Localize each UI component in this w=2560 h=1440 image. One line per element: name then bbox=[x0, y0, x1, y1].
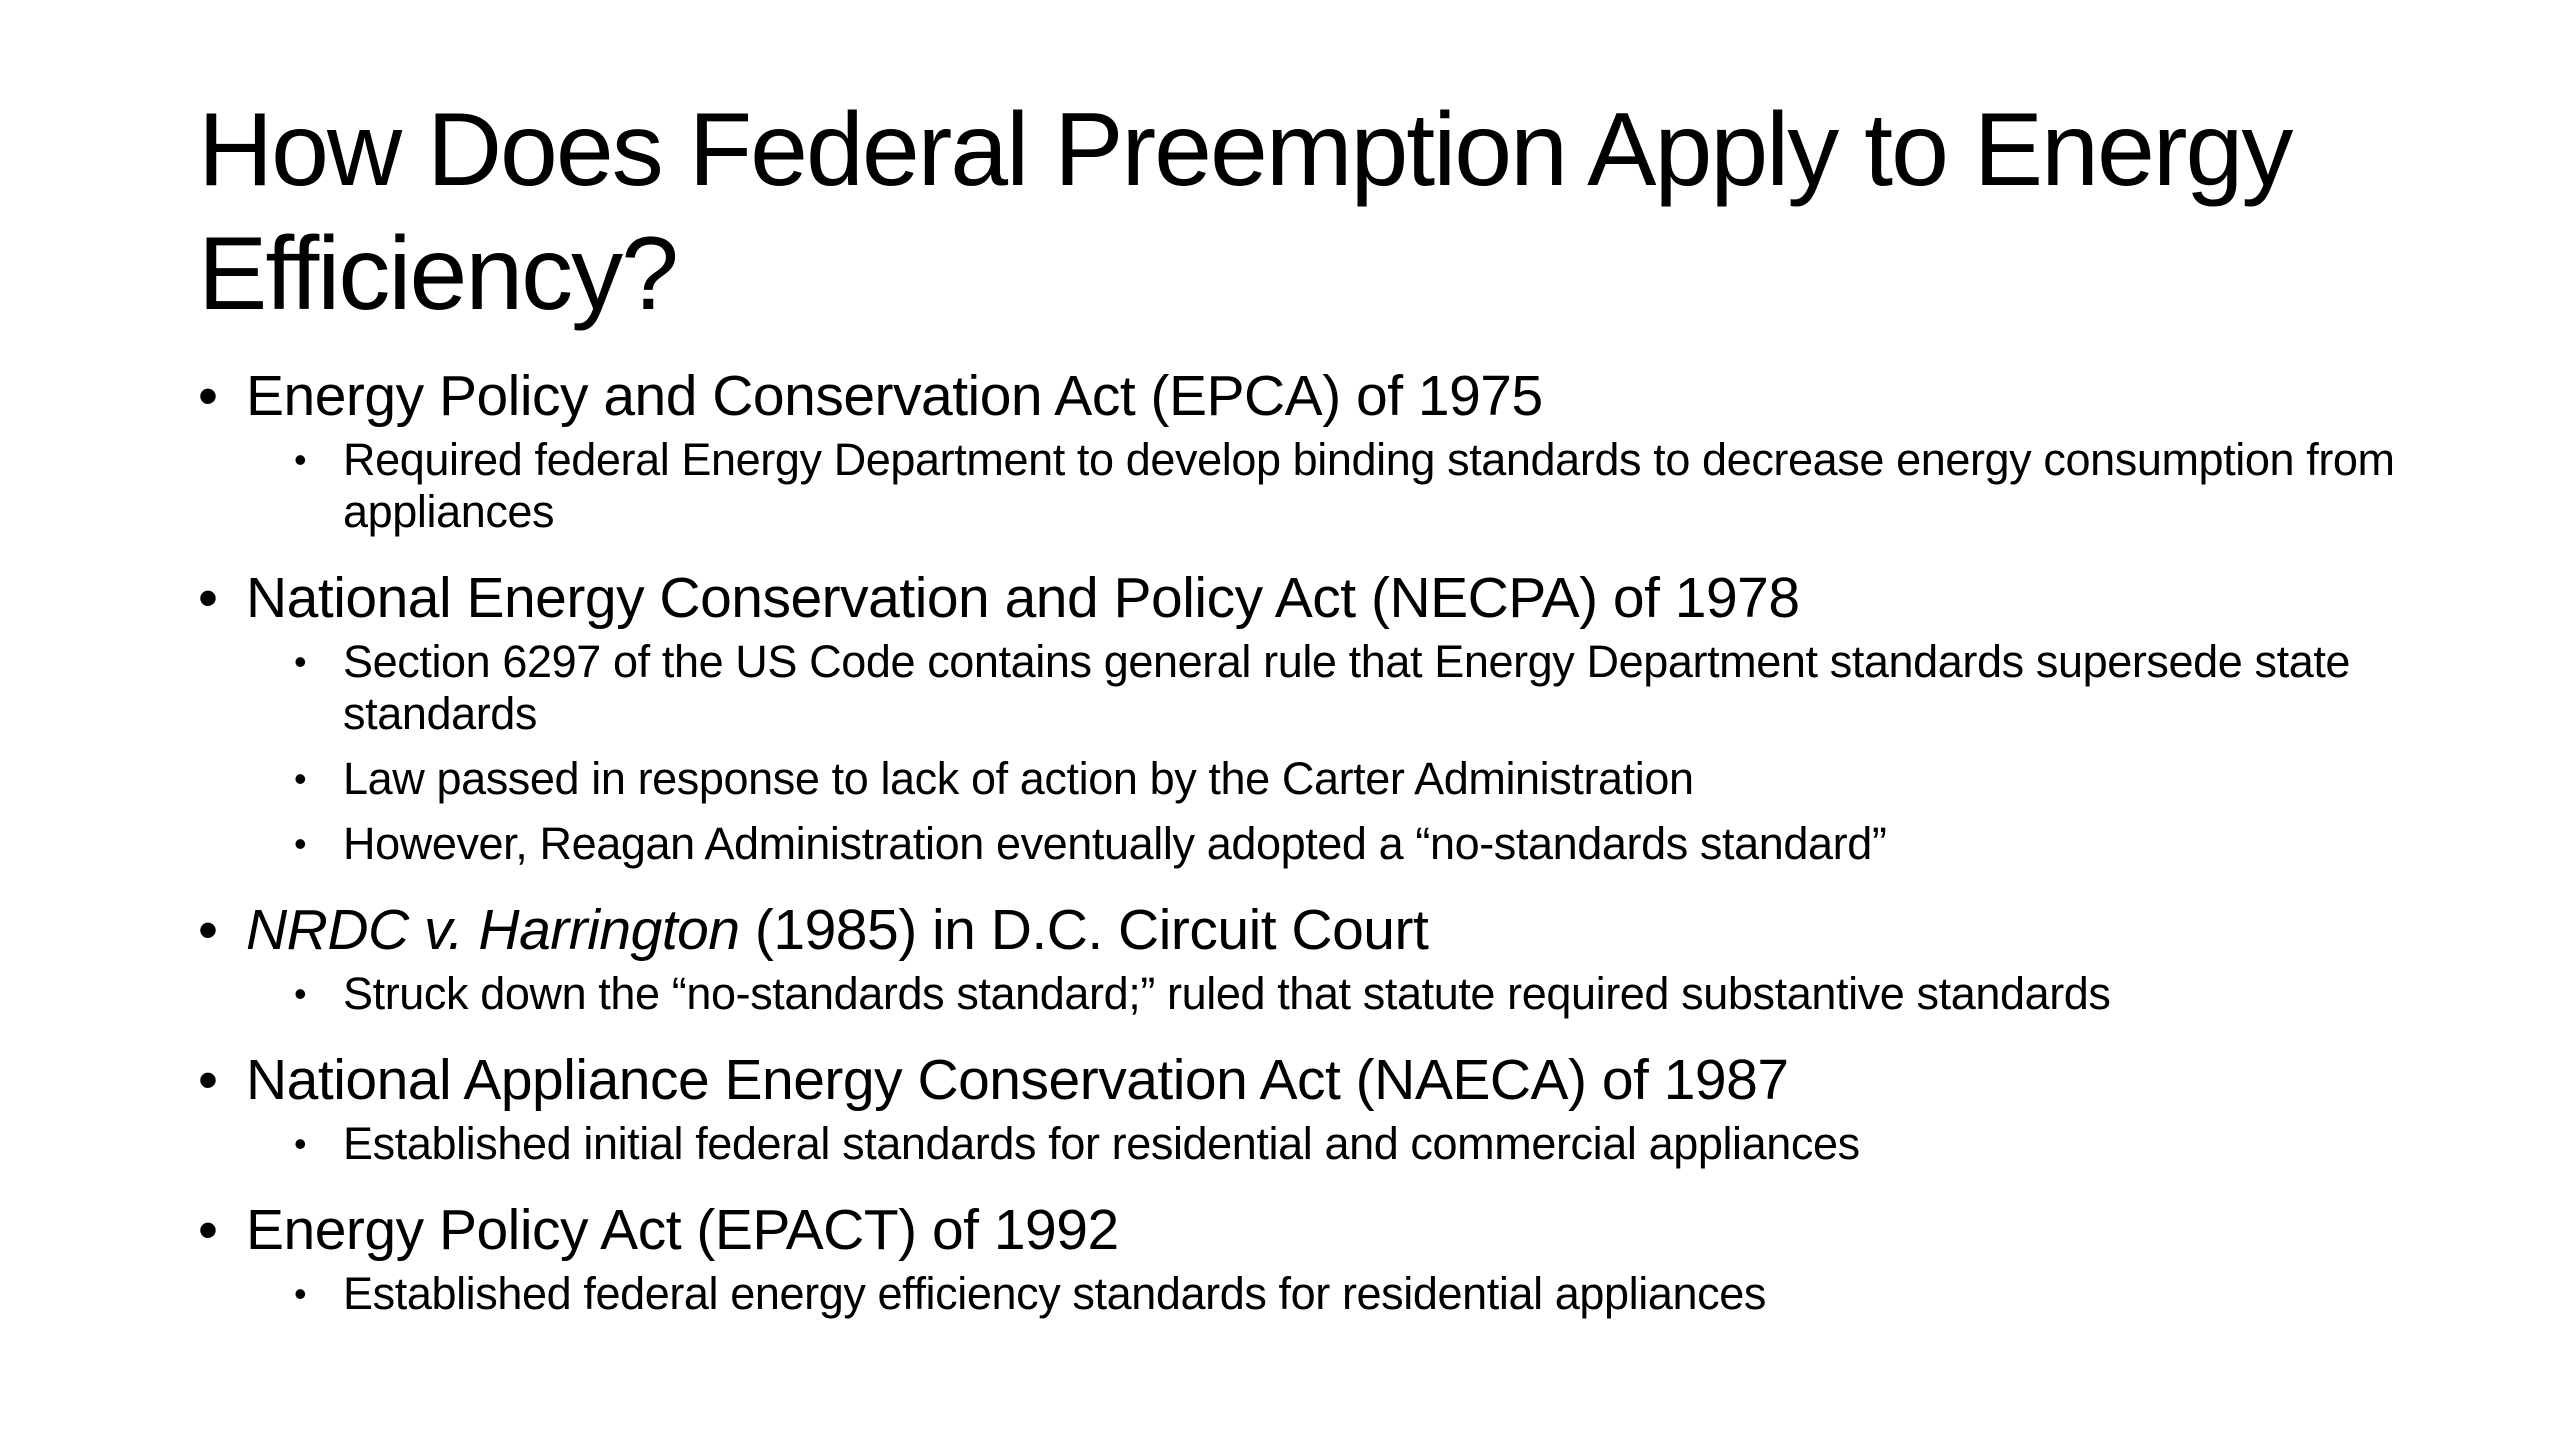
sub-bullet-text: Law passed in response to lack of action by the Carter Administration bbox=[343, 753, 1694, 804]
bullet-text: Energy Policy and Conservation Act (EPCA) of 1975 bbox=[246, 364, 1543, 428]
bullet-icon: • bbox=[198, 364, 218, 428]
sub-bullet-item bbox=[294, 968, 2458, 1020]
bullet-icon: • bbox=[198, 1198, 218, 1262]
sub-bullet-icon: • bbox=[294, 439, 307, 480]
sub-bullet-list bbox=[294, 968, 2458, 1020]
bullet-item-necpa bbox=[198, 562, 2458, 870]
sub-bullet-icon: • bbox=[294, 641, 307, 682]
case-detail: (1985) in D.C. Circuit Court bbox=[739, 898, 1429, 962]
sub-bullet-item bbox=[294, 636, 2458, 740]
sub-bullet-text: Established federal energy efficiency standards for residential appliances bbox=[343, 1268, 1766, 1319]
sub-bullet-item bbox=[294, 1268, 2458, 1320]
sub-bullet-item bbox=[294, 753, 2458, 805]
sub-bullet-item bbox=[294, 1118, 2458, 1170]
sub-bullet-icon: • bbox=[294, 823, 307, 864]
bullet-icon: • bbox=[198, 566, 218, 630]
sub-bullet-text: Established initial federal standards for residential and commercial appliances bbox=[343, 1118, 1860, 1169]
sub-bullet-list bbox=[294, 636, 2458, 870]
sub-bullet-text: However, Reagan Administration eventually adopted a “no-standards standard” bbox=[343, 818, 1887, 869]
slide-title: How Does Federal Preemption Apply to Energy Efficiency? bbox=[198, 92, 2292, 332]
bullet-text: National Appliance Energy Conservation Act (NAECA) of 1987 bbox=[246, 1048, 1789, 1112]
bullet-item-epact bbox=[198, 1194, 2458, 1320]
sub-bullet-list bbox=[294, 1268, 2458, 1320]
sub-bullet-icon: • bbox=[294, 973, 307, 1014]
bullet-text: Energy Policy Act (EPACT) of 1992 bbox=[246, 1198, 1119, 1262]
bullet-list bbox=[198, 360, 2458, 1320]
case-name: NRDC v. Harrington bbox=[246, 898, 740, 962]
bullet-text: National Energy Conservation and Policy Act (NECPA) of 1978 bbox=[246, 566, 1800, 630]
bullet-item-naeca bbox=[198, 1044, 2458, 1170]
sub-bullet-list bbox=[294, 434, 2458, 538]
sub-bullet-item bbox=[294, 434, 2458, 538]
sub-bullet-icon: • bbox=[294, 758, 307, 799]
bullet-text bbox=[246, 894, 2458, 966]
sub-bullet-icon: • bbox=[294, 1123, 307, 1164]
bullet-icon: • bbox=[198, 1048, 218, 1112]
sub-bullet-item bbox=[294, 818, 2458, 870]
sub-bullet-text: Section 6297 of the US Code contains general rule that Energy Department standards supersede state standards bbox=[343, 636, 2351, 739]
sub-bullet-icon: • bbox=[294, 1273, 307, 1314]
bullet-item-nrdc-v-harrington bbox=[198, 894, 2458, 1020]
bullet-item-epca bbox=[198, 360, 2458, 538]
bullet-icon: • bbox=[198, 898, 218, 962]
sub-bullet-text: Required federal Energy Department to develop binding standards to decrease energy consumption from appliances bbox=[343, 434, 2395, 537]
sub-bullet-text: Struck down the “no-standards standard;” ruled that statute required substantive standards bbox=[343, 968, 2111, 1019]
sub-bullet-list bbox=[294, 1118, 2458, 1170]
